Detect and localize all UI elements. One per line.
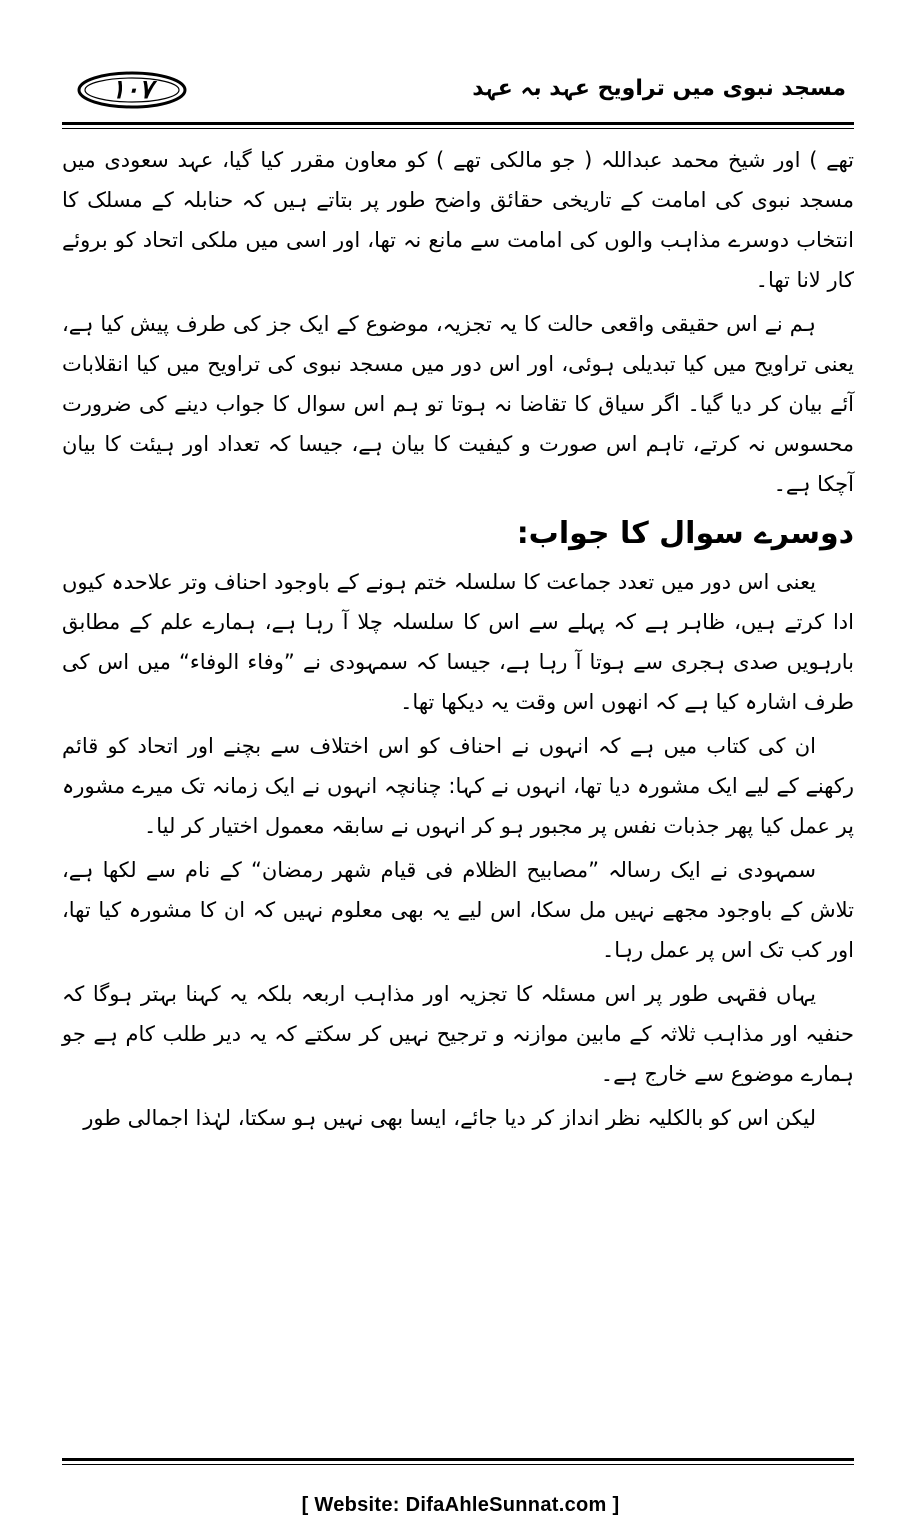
paragraph-7: لیکن اس کو بالکلیہ نظر انداز کر دیا جائے، ایسا بھی نہیں ہو سکتا، لہٰذا اجمالی طور: [83, 1106, 816, 1130]
section-heading: دوسرے سوال کا جواب:: [516, 516, 854, 551]
website-footer: [ Website: DifaAhleSunnat.com ]: [301, 1494, 620, 1516]
footer-rule-thin: [62, 1464, 854, 1465]
header-rule-thin: [62, 128, 854, 129]
page-number-badge: [76, 70, 188, 110]
page-number: ۱۰۷: [111, 75, 153, 105]
page-body: [62, 140, 854, 1142]
page-header: [62, 64, 854, 120]
paragraph-4: ان کی کتاب میں ہے کہ انہوں نے احناف کو اس اختلاف سے بچنے اور اتحاد کو قائم رکھنے کے لیے ایک مشورہ دیا تھا، انہوں نے کہا: چنانچہ انہوں نے ایک زمانہ تک میرے مشورہ پر عمل کیا پھر جذبات نفس پر مجبور ہو کر انہوں نے سابقہ معمول اختیار کر لیا۔: [62, 734, 854, 838]
paragraph-5: سمہودی نے ایک رسالہ ”مصابیح الظلام فی قیام شھر رمضان“ کے نام سے لکھا ہے، تلاش کے باوجود مجھے نہیں مل سکا، اس لیے یہ بھی معلوم نہیں کہ ان کا مشورہ کیا تھا، اور کب تک اس پر عمل رہا۔: [62, 858, 854, 962]
paragraph-2: ہم نے اس حقیقی واقعی حالت کا یہ تجزیہ، موضوع کے ایک جز کی طرف پیش کیا ہے، یعنی تراویح میں کیا تبدیلی ہوئی، اور اس دور میں مسجد نبوی کی تراویح میں کیا انقلابات آئے بیان کر دیا گیا۔ اگر سیاق کا تقاضا نہ ہوتا تو ہم اس سوال کا جواب دینے کی ضرورت محسوس نہ کرتے، تاہم اس صورت و کیفیت کا بیان ہے، جیسا کہ تعداد اور ہیئت کا بیان آچکا ہے۔: [62, 312, 854, 496]
paragraph-1: تھے ) اور شیخ محمد عبداللہ ( جو مالکی تھے ) کو معاون مقرر کیا گیا، عہد سعودی میں مسجد نبوی کی امامت کے تاریخی حقائق واضح طور پر بتاتے ہیں کہ حنابلہ کے مسلک کا انتخاب دوسرے مذاہب والوں کی امامت سے مانع نہ تھا، اور اسی میں ملکی اتحاد کو بروئے کار لانا تھا۔: [62, 148, 854, 292]
footer-rule-thick: [62, 1458, 854, 1461]
paragraph-3: یعنی اس دور میں تعدد جماعت کا سلسلہ ختم ہونے کے باوجود احناف وتر علاحدہ کیوں ادا کرتے ہیں، ظاہر ہے کہ پہلے سے اس کا سلسلہ چلا آ رہا ہے، ہمارے علم کے مطابق بارہویں صدی ہجری سے ہوتا آ رہا ہے، جیسا کہ سمہودی نے ”وفاء الوفاء“ میں اس کی طرف اشارہ کیا ہے کہ انھوں اس وقت یہ دیکھا تھا۔: [62, 570, 854, 714]
header-rule-thick: [62, 122, 854, 125]
paragraph-6: یہاں فقہی طور پر اس مسئلہ کا تجزیہ اور مذاہب اربعہ بلکہ یہ کہنا بہتر ہوگا کہ حنفیہ اور مذاہب ثلاثہ کے مابین موازنہ و ترجیح نہیں کر سکتے کہ یہ دیر طلب کام ہے جو ہمارے موضوع سے خارج ہے۔: [62, 982, 854, 1086]
running-header-title: مسجد نبوی میں تراویح عہد بہ عہد: [472, 76, 846, 101]
